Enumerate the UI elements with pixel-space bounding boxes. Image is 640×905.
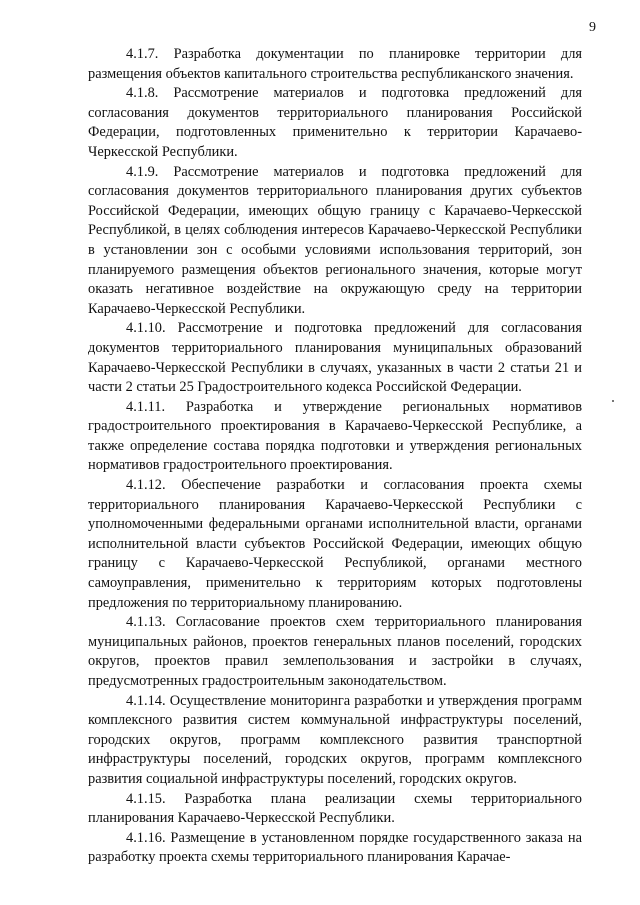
page-number: 9 xyxy=(589,20,596,35)
paragraph-4-1-10: 4.1.10. Рассмотрение и подготовка предложений для согласования документов территориального планирования муниципальных образований Карачаево-Черкесской Республики в случаях, указанных в части 2 статьи 21 и части 2 статьи 25 Градостроительного кодекса Российской Федерации. xyxy=(88,320,582,396)
paragraph-4-1-7: 4.1.7. Разработка документации по планировке территории для размещения объектов капитального строительства республиканского значения. xyxy=(88,46,582,82)
paragraph-4-1-16: 4.1.16. Размещение в установленном порядке государственного заказа на разработку проекта схемы территориального планирования Карачае- xyxy=(88,829,582,866)
paragraph-4-1-12: 4.1.12. Обеспечение разработки и согласования проекта схемы территориального планирования Карачаево-Черкесской Республики с уполномоченными федеральными органами исполнительной власти, органами исполнительной власти субъектов Российской Федерации, имеющих общую границу с Карачаево-Черкесской Республикой, органами местного самоуправления, применительно к территориям которых подготовлены предложения по территориальному планированию. xyxy=(88,477,582,611)
document-body xyxy=(88,45,582,868)
paragraph-4-1-14: 4.1.14. Осуществление мониторинга разработки и утверждения программ комплексного развития систем коммунальной инфраструктуры поселений, городских округов, программ комплексного развития транспортной инфраструктуры поселений, городских округов, программ комплексного развития социальной инфраструктуры поселений, городских округов. xyxy=(88,692,582,787)
paragraph-4-1-9: 4.1.9. Рассмотрение материалов и подготовка предложений для согласования документов территориального планирования других субъектов Российской Федерации, имеющих общую границу с Карачаево-Черкесской Республикой, в целях соблюдения интересов Карачаево-Черкесской Республики в установлении зон с особыми условиями использования территорий, зон планируемого размещения объектов регионального значения, которые могут оказать негативное воздействие на окружающую среду на территории Карачаево-Черкесской Республики. xyxy=(88,163,582,317)
paragraph-4-1-11: 4.1.11. Разработка и утверждение региональных нормативов градостроительного проектирования в Карачаево-Черкесской Республике, а также определение состава порядка подготовки и утверждения региональных нормативов градостроительного проектирования. xyxy=(88,398,582,474)
paragraph-4-1-13: 4.1.13. Согласование проектов схем территориального планирования муниципальных районов, проектов генеральных планов поселений, городских округов, проектов правил землепользования и застройки в случаях, предусмотренных градостроительным законодательством. xyxy=(88,614,582,689)
scan-speck xyxy=(612,400,614,402)
paragraph-4-1-8: 4.1.8. Рассмотрение материалов и подготовка предложений для согласования документов территориального планирования Российской Федерации, подготовленных применительно к территории Карачаево-Черкесской Республики. xyxy=(88,85,582,160)
paragraph-4-1-15: 4.1.15. Разработка плана реализации схемы территориального планирования Карачаево-Черкесской Республики. xyxy=(88,790,582,827)
